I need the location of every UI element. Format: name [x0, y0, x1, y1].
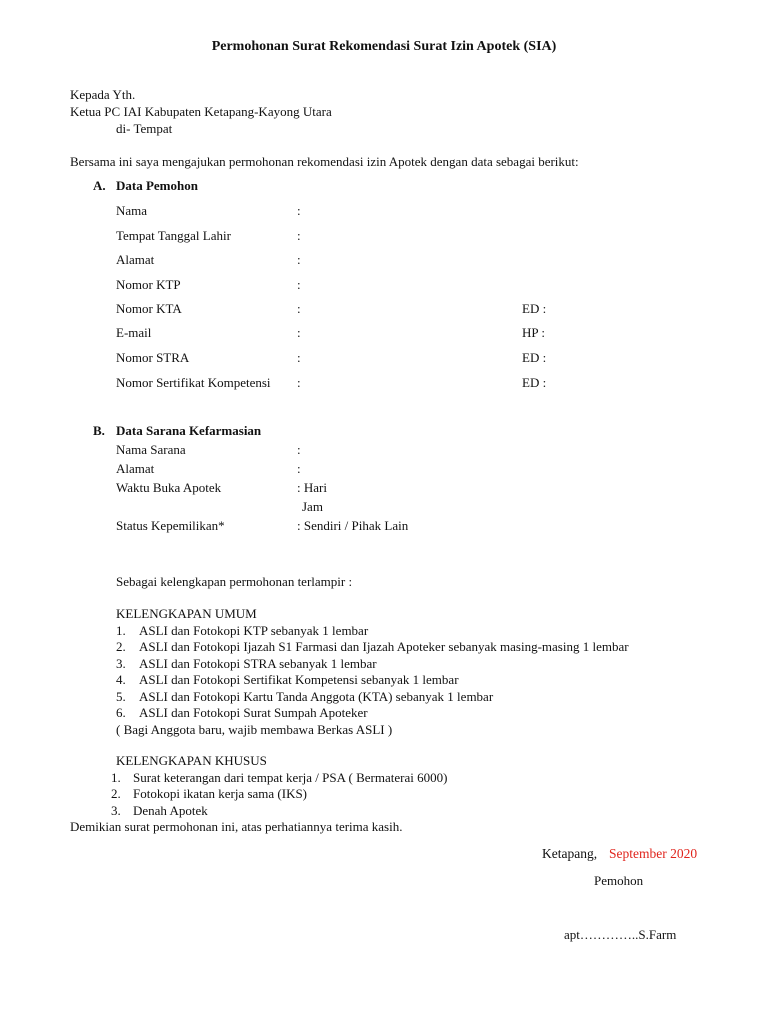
field-extra: ED : [522, 375, 547, 390]
list-item-number: 2. [116, 639, 126, 654]
list-item: ASLI dan Fotokopi Kartu Tanda Anggota (KTA) sebanyak 1 lembar [139, 689, 494, 704]
field-label: E-mail [116, 325, 152, 340]
section-a-title: Data Pemohon [116, 178, 198, 193]
signature-role: Pemohon [594, 873, 644, 888]
field-label: Nomor Sertifikat Kompetensi [116, 375, 271, 390]
field-colon: : [297, 228, 301, 243]
list-item-number: 2. [111, 786, 121, 801]
recipient-line-2: Ketua PC IAI Kabupaten Ketapang-Kayong Utara [70, 104, 332, 119]
section-b-title: Data Sarana Kefarmasian [116, 423, 262, 438]
signature-name: apt…………..S.Farm [564, 927, 677, 942]
recipient-line-3: di- Tempat [116, 121, 173, 136]
list-item-number: 3. [116, 656, 126, 671]
list-item: ASLI dan Fotokopi Surat Sumpah Apoteker [139, 705, 368, 720]
field-label: Waktu Buka Apotek [116, 480, 222, 495]
field-extra: HP : [522, 325, 545, 340]
field-extra: ED : [522, 350, 547, 365]
list-item: ASLI dan Fotokopi Ijazah S1 Farmasi dan Ijazah Apoteker sebanyak masing-masing 1 lembar [139, 639, 629, 654]
list-item-number: 6. [116, 705, 126, 720]
attachment-intro: Sebagai kelengkapan permohonan terlampir : [116, 574, 353, 589]
field-label: Status Kepemilikan* [116, 518, 225, 533]
khusus-heading: KELENGKAPAN KHUSUS [116, 753, 267, 768]
signature-date: September 2020 [609, 846, 698, 861]
field-label: Nama Sarana [116, 442, 186, 457]
section-b-marker: B. [93, 423, 105, 438]
field-colon: : [297, 277, 301, 292]
list-item: Fotokopi ikatan kerja sama (IKS) [133, 786, 308, 801]
field-label: Alamat [116, 461, 155, 476]
list-item-number: 4. [116, 672, 126, 687]
field-value: : [297, 461, 301, 476]
list-item: ASLI dan Fotokopi Sertifikat Kompetensi sebanyak 1 lembar [139, 672, 459, 687]
recipient-line-1: Kepada Yth. [70, 87, 136, 102]
field-colon: : [297, 301, 301, 316]
umum-heading: KELENGKAPAN UMUM [116, 606, 257, 621]
field-colon: : [297, 350, 301, 365]
list-item: Denah Apotek [133, 803, 208, 818]
field-value: : [297, 442, 301, 457]
section-a-marker: A. [93, 178, 106, 193]
list-item-number: 5. [116, 689, 126, 704]
document-title: Permohonan Surat Rekomendasi Surat Izin Apotek (SIA) [211, 39, 557, 54]
field-colon: : [297, 325, 301, 340]
list-item-number: 1. [111, 770, 121, 785]
umum-note: ( Bagi Anggota baru, wajib membawa Berkas ASLI ) [116, 722, 393, 737]
field-label: Nomor KTA [116, 301, 182, 316]
intro-paragraph: Bersama ini saya mengajukan permohonan rekomendasi izin Apotek dengan data sebagai berikut: [70, 154, 579, 169]
field-extra: ED : [522, 301, 547, 316]
field-label: Nomor STRA [116, 350, 190, 365]
field-label: Nomor KTP [116, 277, 181, 292]
field-value: : Sendiri / Pihak Lain [297, 518, 409, 533]
closing-sentence: Demikian surat permohonan ini, atas perhatiannya terima kasih. [70, 819, 403, 834]
list-item: ASLI dan Fotokopi STRA sebanyak 1 lembar [139, 656, 377, 671]
field-value: Jam [302, 499, 323, 514]
list-item-number: 3. [111, 803, 121, 818]
field-label: Nama [116, 203, 148, 218]
field-label: Tempat Tanggal Lahir [116, 228, 231, 243]
field-colon: : [297, 375, 301, 390]
list-item: ASLI dan Fotokopi KTP sebanyak 1 lembar [139, 623, 369, 638]
field-label: Alamat [116, 252, 155, 267]
field-colon: : [297, 203, 301, 218]
list-item-number: 1. [116, 623, 126, 638]
signature-place: Ketapang, [542, 846, 598, 861]
list-item: Surat keterangan dari tempat kerja / PSA ( Bermaterai 6000) [133, 770, 448, 785]
field-colon: : [297, 252, 301, 267]
field-value: : Hari [297, 480, 327, 495]
